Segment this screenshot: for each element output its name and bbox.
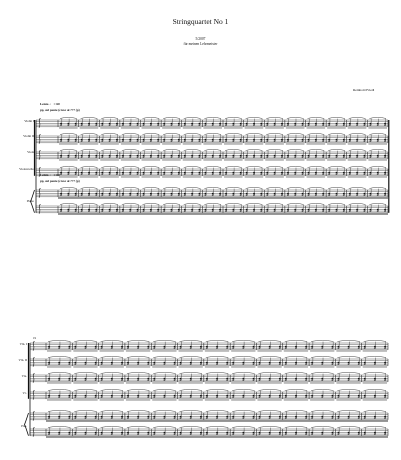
slur — [311, 340, 333, 341]
slur — [74, 426, 96, 427]
slur — [225, 133, 242, 134]
slur — [369, 166, 386, 167]
score-date: 5/2007 — [195, 37, 206, 41]
clef-symbol — [39, 167, 41, 176]
slur — [258, 389, 280, 390]
clef-symbol — [33, 373, 35, 382]
slur — [232, 340, 254, 341]
slur — [101, 187, 118, 188]
slur — [232, 426, 254, 427]
slur — [258, 426, 280, 427]
clef-symbol — [33, 427, 35, 436]
slur — [127, 410, 149, 411]
slur — [206, 410, 228, 411]
slur — [60, 117, 77, 118]
slur — [180, 426, 202, 427]
slur — [204, 187, 221, 188]
slur — [81, 133, 98, 134]
slur — [206, 426, 228, 427]
slur — [48, 410, 70, 411]
slur — [101, 410, 123, 411]
measure-number: 19 — [33, 336, 36, 340]
slur — [184, 149, 201, 150]
slur — [308, 149, 325, 150]
dense-beam-band — [58, 213, 388, 214]
slur — [60, 187, 77, 188]
slur — [337, 356, 359, 357]
slur — [101, 372, 123, 373]
slur — [311, 372, 333, 373]
slur — [163, 133, 180, 134]
slur — [127, 426, 149, 427]
slur — [206, 372, 228, 373]
slur — [74, 389, 96, 390]
slur — [258, 410, 280, 411]
dense-beam-band — [46, 436, 388, 437]
slur — [153, 410, 175, 411]
slur — [127, 372, 149, 373]
slur — [337, 372, 359, 373]
clef-symbol — [33, 341, 35, 350]
slur — [163, 117, 180, 118]
slur — [232, 389, 254, 390]
slur — [81, 166, 98, 167]
slur — [48, 426, 70, 427]
slur — [364, 426, 386, 427]
slur — [285, 356, 307, 357]
slur — [337, 410, 359, 411]
instrument-label: Viola — [27, 150, 34, 154]
slur — [225, 117, 242, 118]
slur — [143, 187, 160, 188]
slur — [101, 356, 123, 357]
instrument-label: Vc. — [22, 391, 27, 395]
instrument-label: Violin I — [24, 119, 34, 123]
instrument-label: Violin II — [23, 134, 34, 138]
instrument-label: Vln. II — [18, 358, 27, 362]
expression-marking: pp, sul ponte (cresc al ??? (p) — [40, 108, 80, 112]
slur — [232, 372, 254, 373]
slur — [266, 133, 283, 134]
slur — [163, 187, 180, 188]
slur — [101, 166, 118, 167]
slur — [143, 117, 160, 118]
slur — [74, 340, 96, 341]
slur — [308, 166, 325, 167]
slur — [311, 426, 333, 427]
slur — [328, 187, 345, 188]
slur — [287, 133, 304, 134]
slur — [180, 372, 202, 373]
instrument-label: Pno. — [21, 424, 27, 428]
slur — [369, 133, 386, 134]
slur — [81, 203, 98, 204]
clef-symbol — [39, 150, 41, 159]
slur — [258, 372, 280, 373]
slur — [184, 166, 201, 167]
slur — [48, 389, 70, 390]
slur — [266, 166, 283, 167]
slur — [101, 203, 118, 204]
slur — [206, 389, 228, 390]
slur — [246, 166, 263, 167]
clef-symbol — [33, 411, 35, 420]
slur — [60, 203, 77, 204]
slur — [122, 133, 139, 134]
clef-symbol — [39, 204, 41, 213]
slur — [101, 426, 123, 427]
slur — [232, 356, 254, 357]
slur — [266, 203, 283, 204]
slur — [246, 133, 263, 134]
slur — [349, 117, 366, 118]
slur — [143, 133, 160, 134]
piano-expression-marking: pp, sul ponte (cresc al ??? (p) — [40, 179, 80, 183]
slur — [153, 389, 175, 390]
slur — [225, 187, 242, 188]
slur — [311, 410, 333, 411]
slur — [308, 117, 325, 118]
slur — [122, 117, 139, 118]
slur — [153, 356, 175, 357]
slur — [81, 149, 98, 150]
slur — [180, 340, 202, 341]
slur — [308, 133, 325, 134]
piano-brace — [31, 190, 35, 213]
slur — [246, 117, 263, 118]
instrument-label: Violoncello — [19, 167, 34, 171]
slur — [143, 166, 160, 167]
slur — [143, 203, 160, 204]
slur — [285, 426, 307, 427]
slur — [122, 187, 139, 188]
slur — [364, 356, 386, 357]
slur — [287, 117, 304, 118]
slur — [180, 356, 202, 357]
slur — [204, 203, 221, 204]
slur — [258, 340, 280, 341]
slur — [328, 117, 345, 118]
slur — [285, 389, 307, 390]
slur — [74, 356, 96, 357]
tempo-marking: Lento ♩ = 60 — [40, 102, 60, 106]
composer-name: Reinhold Friedl — [353, 88, 375, 92]
slur — [127, 340, 149, 341]
slur — [225, 203, 242, 204]
slur — [163, 203, 180, 204]
slur — [122, 166, 139, 167]
slur — [122, 203, 139, 204]
slur — [287, 149, 304, 150]
slur — [48, 356, 70, 357]
clef-symbol — [33, 357, 35, 366]
slur — [266, 149, 283, 150]
slur — [204, 149, 221, 150]
slur — [48, 340, 70, 341]
slur — [204, 166, 221, 167]
slur — [225, 149, 242, 150]
slur — [101, 117, 118, 118]
slur — [364, 340, 386, 341]
slur — [184, 133, 201, 134]
instrument-label: Piano — [26, 199, 34, 203]
slur — [337, 340, 359, 341]
slur — [328, 203, 345, 204]
slur — [369, 149, 386, 150]
slur — [308, 203, 325, 204]
slur — [266, 117, 283, 118]
instrument-label: Vln. I — [19, 342, 27, 346]
slur — [349, 203, 366, 204]
slur — [328, 149, 345, 150]
slur — [246, 187, 263, 188]
slur — [232, 410, 254, 411]
dense-beam-band — [58, 197, 388, 198]
clef-symbol — [39, 118, 41, 127]
slur — [337, 426, 359, 427]
slur — [285, 410, 307, 411]
slur — [153, 372, 175, 373]
slur — [364, 372, 386, 373]
slur — [349, 133, 366, 134]
slur — [369, 203, 386, 204]
piano-tempo-marking: Lento ♩ = 60 — [40, 173, 60, 177]
score-dedication: für meinen Lehrmeister — [183, 42, 218, 46]
slur — [204, 117, 221, 118]
slur — [60, 133, 77, 134]
slur — [364, 389, 386, 390]
slur — [369, 187, 386, 188]
slur — [266, 187, 283, 188]
slur — [337, 389, 359, 390]
score-title: Stringquartet No 1 — [172, 17, 229, 26]
slur — [206, 340, 228, 341]
slur — [349, 149, 366, 150]
slur — [153, 340, 175, 341]
piano-brace — [25, 413, 29, 436]
slur — [81, 187, 98, 188]
slur — [328, 133, 345, 134]
slur — [184, 117, 201, 118]
slur — [184, 203, 201, 204]
clef-symbol — [39, 134, 41, 143]
slur — [349, 187, 366, 188]
clef-symbol — [39, 188, 41, 197]
clef-symbol — [33, 390, 35, 399]
slur — [349, 166, 366, 167]
slur — [311, 389, 333, 390]
slur — [287, 203, 304, 204]
slur — [206, 356, 228, 357]
slur — [143, 149, 160, 150]
slur — [122, 149, 139, 150]
slur — [369, 117, 386, 118]
slur — [127, 389, 149, 390]
slur — [163, 149, 180, 150]
slur — [101, 133, 118, 134]
slur — [180, 410, 202, 411]
slur — [81, 117, 98, 118]
slur — [225, 166, 242, 167]
slur — [74, 372, 96, 373]
slur — [328, 166, 345, 167]
slur — [287, 166, 304, 167]
slur — [60, 166, 77, 167]
slur — [287, 187, 304, 188]
slur — [184, 187, 201, 188]
slur — [101, 389, 123, 390]
slur — [101, 340, 123, 341]
slur — [246, 203, 263, 204]
slur — [101, 149, 118, 150]
instrument-label: Vla. — [21, 374, 27, 378]
slur — [48, 372, 70, 373]
slur — [153, 426, 175, 427]
slur — [180, 389, 202, 390]
slur — [204, 133, 221, 134]
slur — [246, 149, 263, 150]
slur — [285, 372, 307, 373]
slur — [258, 356, 280, 357]
slur — [60, 149, 77, 150]
slur — [163, 166, 180, 167]
slur — [127, 356, 149, 357]
slur — [311, 356, 333, 357]
slur — [364, 410, 386, 411]
slur — [74, 410, 96, 411]
slur — [285, 340, 307, 341]
slur — [308, 187, 325, 188]
dense-beam-band — [46, 420, 388, 421]
